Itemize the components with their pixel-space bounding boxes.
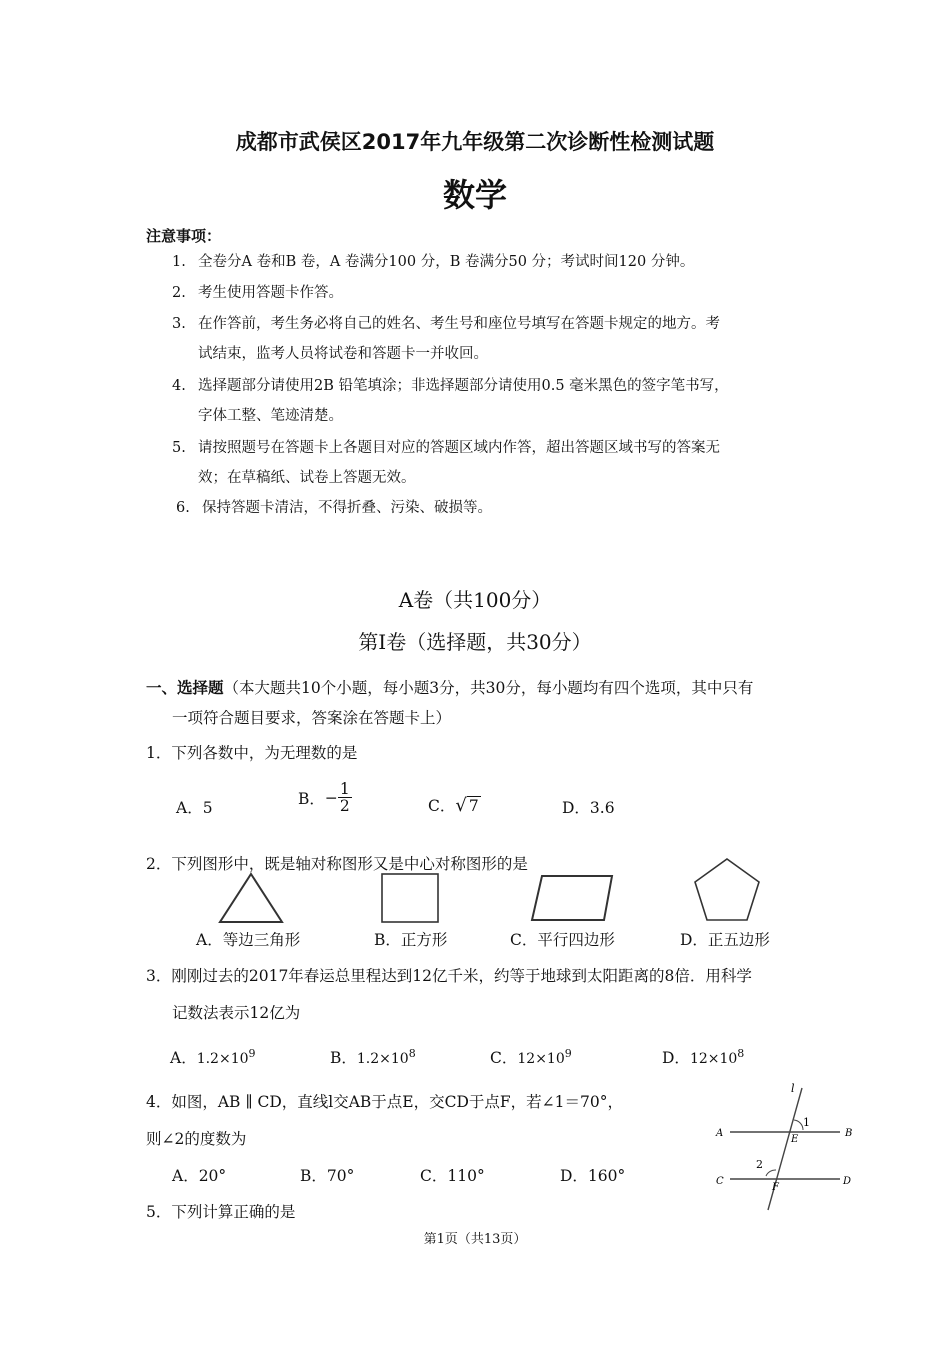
square-figure (378, 870, 444, 926)
angle-2-arc (766, 1170, 776, 1176)
label-d: D (843, 1176, 852, 1187)
q3-option-a (170, 1046, 256, 1068)
note-number: 1. (172, 254, 186, 270)
q1-option-a: A．5 (176, 799, 213, 817)
q3-option-base: 1.2×10 (356, 1051, 409, 1067)
note-item-1 (172, 252, 694, 272)
q1-option-c-label: C． (428, 797, 456, 815)
q3-option-base: 1.2×10 (196, 1051, 249, 1067)
label-angle-2: 2 (756, 1158, 763, 1171)
exam-title: 成都市武侯区2017年九年级第二次诊断性检测试题 (235, 130, 715, 154)
q2-option-c: C．平行四边形 (510, 931, 615, 949)
q3-option-b (330, 1046, 416, 1068)
q4-stem-line2: 则∠2的度数为 (146, 1130, 247, 1148)
label-e: E (791, 1134, 799, 1145)
sqrt-icon: √ (455, 795, 467, 816)
q3-option-c (490, 1046, 572, 1068)
fraction-numerator: 1 (339, 780, 350, 798)
pentagon-figure (692, 856, 762, 924)
note-text: 考生使用答题卡作答。 (198, 285, 343, 301)
q5-stem: 5．下列计算正确的是 (146, 1203, 296, 1221)
note-number: 6. (176, 500, 190, 516)
label-f: F (772, 1182, 779, 1193)
triangle-figure (216, 870, 286, 926)
q3-option-exponent: 9 (564, 1046, 572, 1060)
note-item-4 (172, 376, 729, 396)
q2-stem: 2．下列图形中，既是轴对称图形又是中心对称图形的是 (146, 855, 528, 873)
note-text: 选择题部分请使用2B 铅笔填涂；非选择题部分请使用0.5 毫米黑色的签字笔书写， (198, 378, 729, 394)
note-item-3 (172, 314, 720, 334)
sqrt-radicand: 7 (468, 797, 479, 815)
note-item-5 (172, 438, 720, 458)
q4-option-a: A．20° (172, 1167, 227, 1185)
parallelogram-figure (528, 872, 616, 924)
q2-option-d: D．正五边形 (680, 931, 770, 949)
q3-option-exponent: 8 (408, 1046, 416, 1060)
q1-stem: 1．下列各数中，为无理数的是 (146, 744, 358, 762)
label-c: C (716, 1176, 724, 1187)
note-text: 全卷分A 卷和B 卷，A 卷满分100 分，B 卷满分50 分；考试时间120 分钟。 (198, 254, 695, 270)
angle-1-arc (794, 1120, 803, 1130)
q3-option-label: D． (662, 1049, 690, 1067)
q3-option-label: A． (170, 1049, 197, 1067)
label-l: l (791, 1082, 795, 1095)
note-item-3-cont: 试结束，监考人员将试卷和答题卡一并收回。 (198, 346, 488, 362)
q3-option-d (662, 1046, 744, 1068)
label-b: B (845, 1128, 853, 1139)
q4-option-b: B．70° (300, 1167, 355, 1185)
q3-option-base: 12×10 (517, 1051, 565, 1067)
fraction (338, 781, 352, 815)
notes-heading: 注意事项： (146, 227, 222, 245)
part1-heading: 一、选择题 (146, 678, 224, 697)
q3-option-label: C． (490, 1049, 518, 1067)
part1-instr-line1: （本大题共10个小题，每小题3分，共30分，每小题均有四个选项，其中只有 (223, 679, 754, 697)
note-number: 4. (172, 378, 186, 394)
note-item-2 (172, 283, 343, 303)
part1-instructions (146, 676, 753, 698)
q3-stem-line1: 3．刚刚过去的2017年春运总里程达到12亿千米，约等于地球到太阳距离的8倍．用科学 (146, 967, 752, 985)
label-angle-1: 1 (803, 1116, 810, 1129)
q1-option-b (298, 781, 352, 815)
q3-option-base: 12×10 (689, 1051, 738, 1067)
label-a: A (716, 1128, 724, 1139)
q1-option-b-label: B． (298, 789, 325, 808)
part1-title: 第Ⅰ卷（选择题，共30分） (358, 630, 592, 654)
note-text: 请按照题号在答题卡上各题目对应的答题区域内作答，超出答题区域书写的答案无 (198, 440, 720, 456)
note-number: 2. (172, 285, 186, 301)
note-text: 在作答前，考生务必将自己的姓名、考生号和座位号填写在答题卡规定的地方。考 (198, 316, 720, 332)
note-item-5-cont: 效；在草稿纸、试卷上答题无效。 (198, 470, 416, 486)
subject-title: 数学 (442, 176, 507, 214)
q3-option-label: B． (330, 1049, 357, 1067)
section-a-title: A卷（共100分） (398, 588, 552, 612)
note-number: 5. (172, 440, 186, 456)
q3-stem-line2: 记数法表示12亿为 (172, 1004, 301, 1022)
q1-option-c (428, 794, 481, 816)
q2-option-b: B．正方形 (374, 931, 448, 949)
fraction-denominator: 2 (339, 797, 350, 816)
q3-option-exponent: 8 (737, 1046, 745, 1060)
parallel-lines-figure (708, 1080, 858, 1214)
note-text: 保持答题卡清洁，不得折叠、污染、破损等。 (202, 500, 492, 516)
q2-option-a: A．等边三角形 (196, 931, 301, 949)
page-footer: 第1页（共13页） (423, 1232, 527, 1247)
note-item-6 (176, 498, 492, 518)
note-number: 3. (172, 316, 186, 332)
q4-option-c: C．110° (420, 1167, 485, 1185)
part1-instr-line2: 一项符合题目要求，答案涂在答题卡上） (172, 709, 452, 727)
note-item-4-cont: 字体工整、笔迹清楚。 (198, 408, 343, 424)
q4-stem-line1: 4．如图，AB ∥ CD，直线l交AB于点E，交CD于点F，若∠1＝70°， (146, 1093, 623, 1111)
q1-option-d: D．3.6 (562, 799, 615, 817)
q3-option-exponent: 9 (248, 1046, 256, 1060)
minus-sign: − (324, 788, 338, 807)
q4-option-d: D．160° (560, 1167, 626, 1185)
